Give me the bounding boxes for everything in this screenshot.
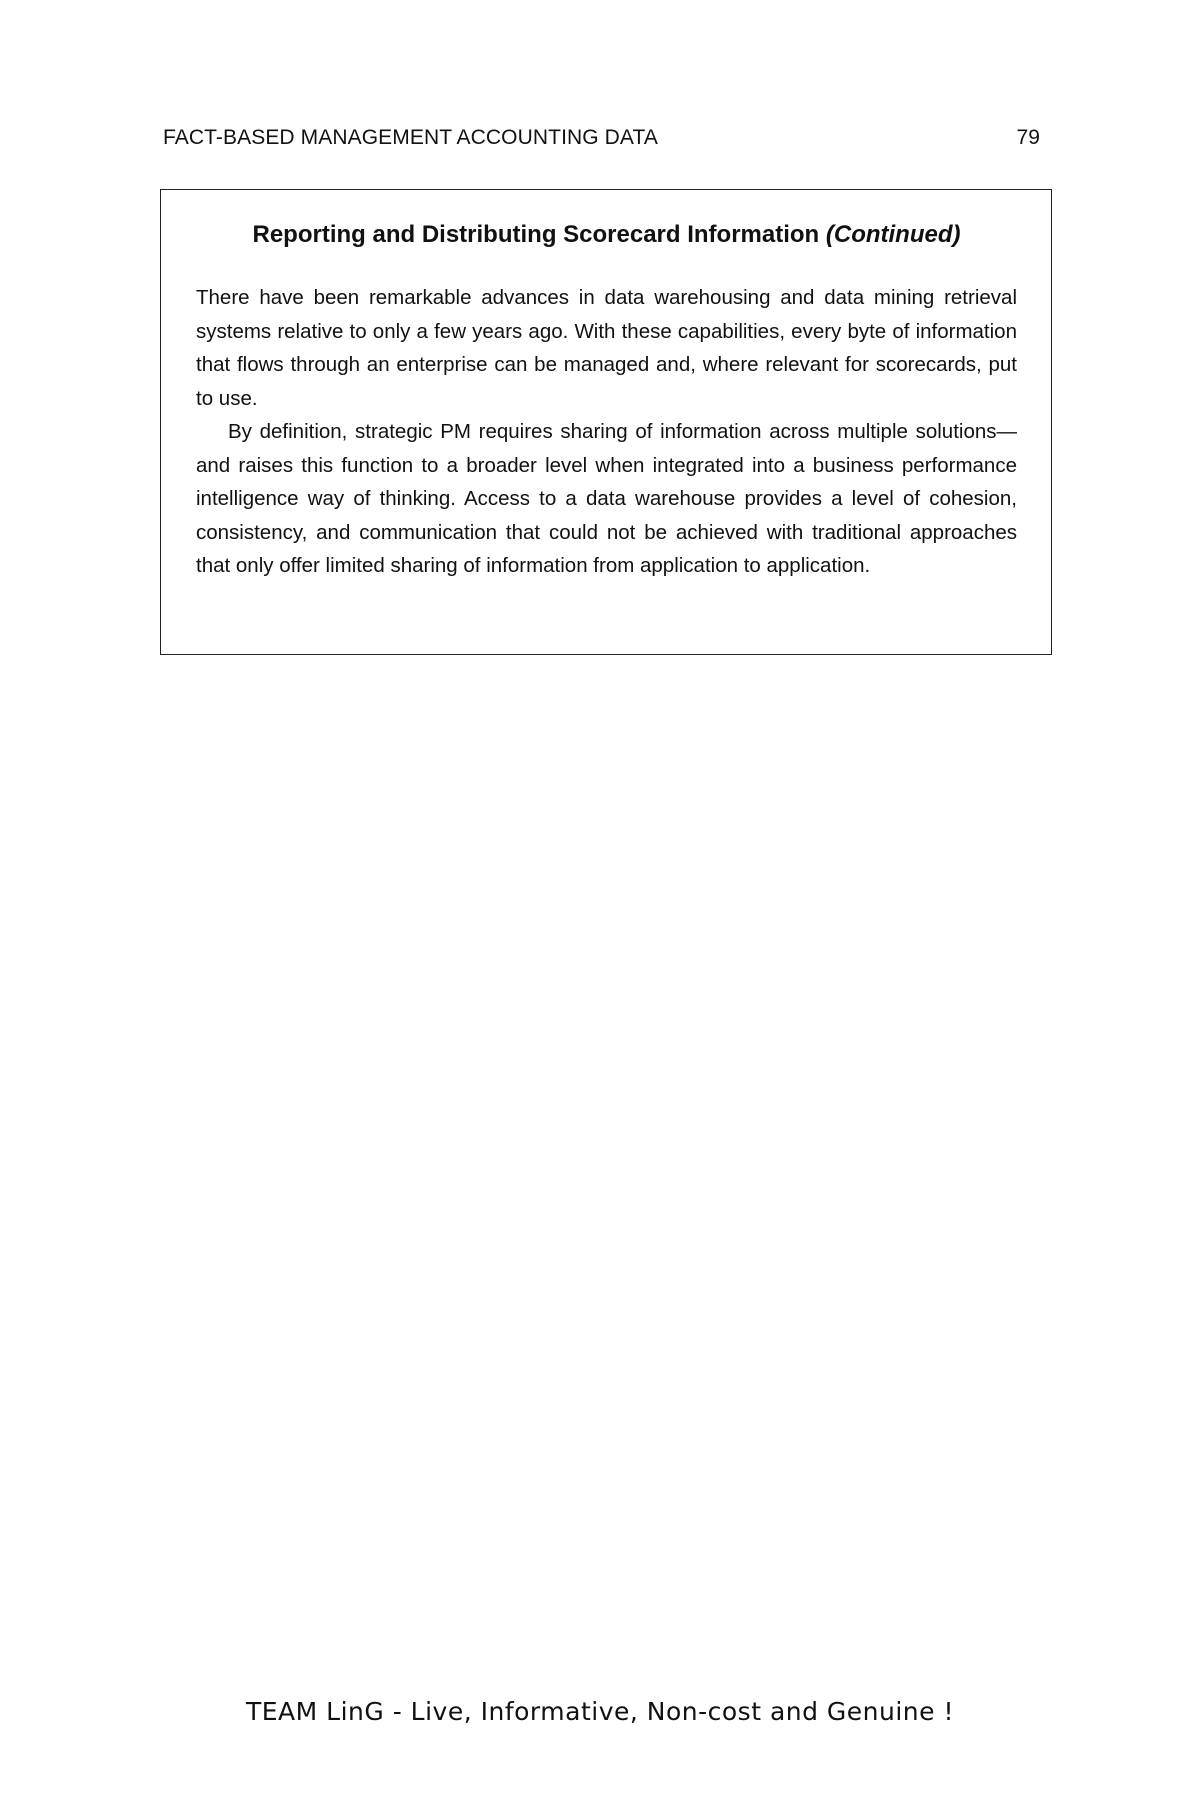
sidebar-title bbox=[196, 220, 1017, 250]
page-number: 79 bbox=[1016, 126, 1040, 149]
sidebar-title-text: Reporting and Distributing Scorecard Information bbox=[252, 221, 820, 248]
sidebar-box bbox=[160, 189, 1052, 655]
sidebar-title-suffix: (Continued) bbox=[825, 221, 961, 248]
running-title: FACT-BASED MANAGEMENT ACCOUNTING DATA bbox=[163, 126, 658, 149]
running-header bbox=[163, 123, 1040, 153]
sidebar-paragraph-2: By definition, strategic PM requires sharing of information across multiple solutions—and raises this function to a broader level when integrated into a business performance intelligence way of thinking. Access to a data warehouse provides a level of cohesion, consistency, and communication that could not be achieved with traditional approaches that only offer limited sharing of information from application to application. bbox=[196, 420, 1017, 577]
footer-watermark: TEAM LinG - Live, Informative, Non-cost and Genuine ! bbox=[245, 1697, 955, 1726]
sidebar-paragraph-1: There have been remarkable advances in data warehousing and data mining retrieval systems relative to only a few years ago. With these capabilities, every byte of information that flows through an enterprise can be managed and, where relevant for scorecards, put to use. bbox=[196, 286, 1017, 410]
